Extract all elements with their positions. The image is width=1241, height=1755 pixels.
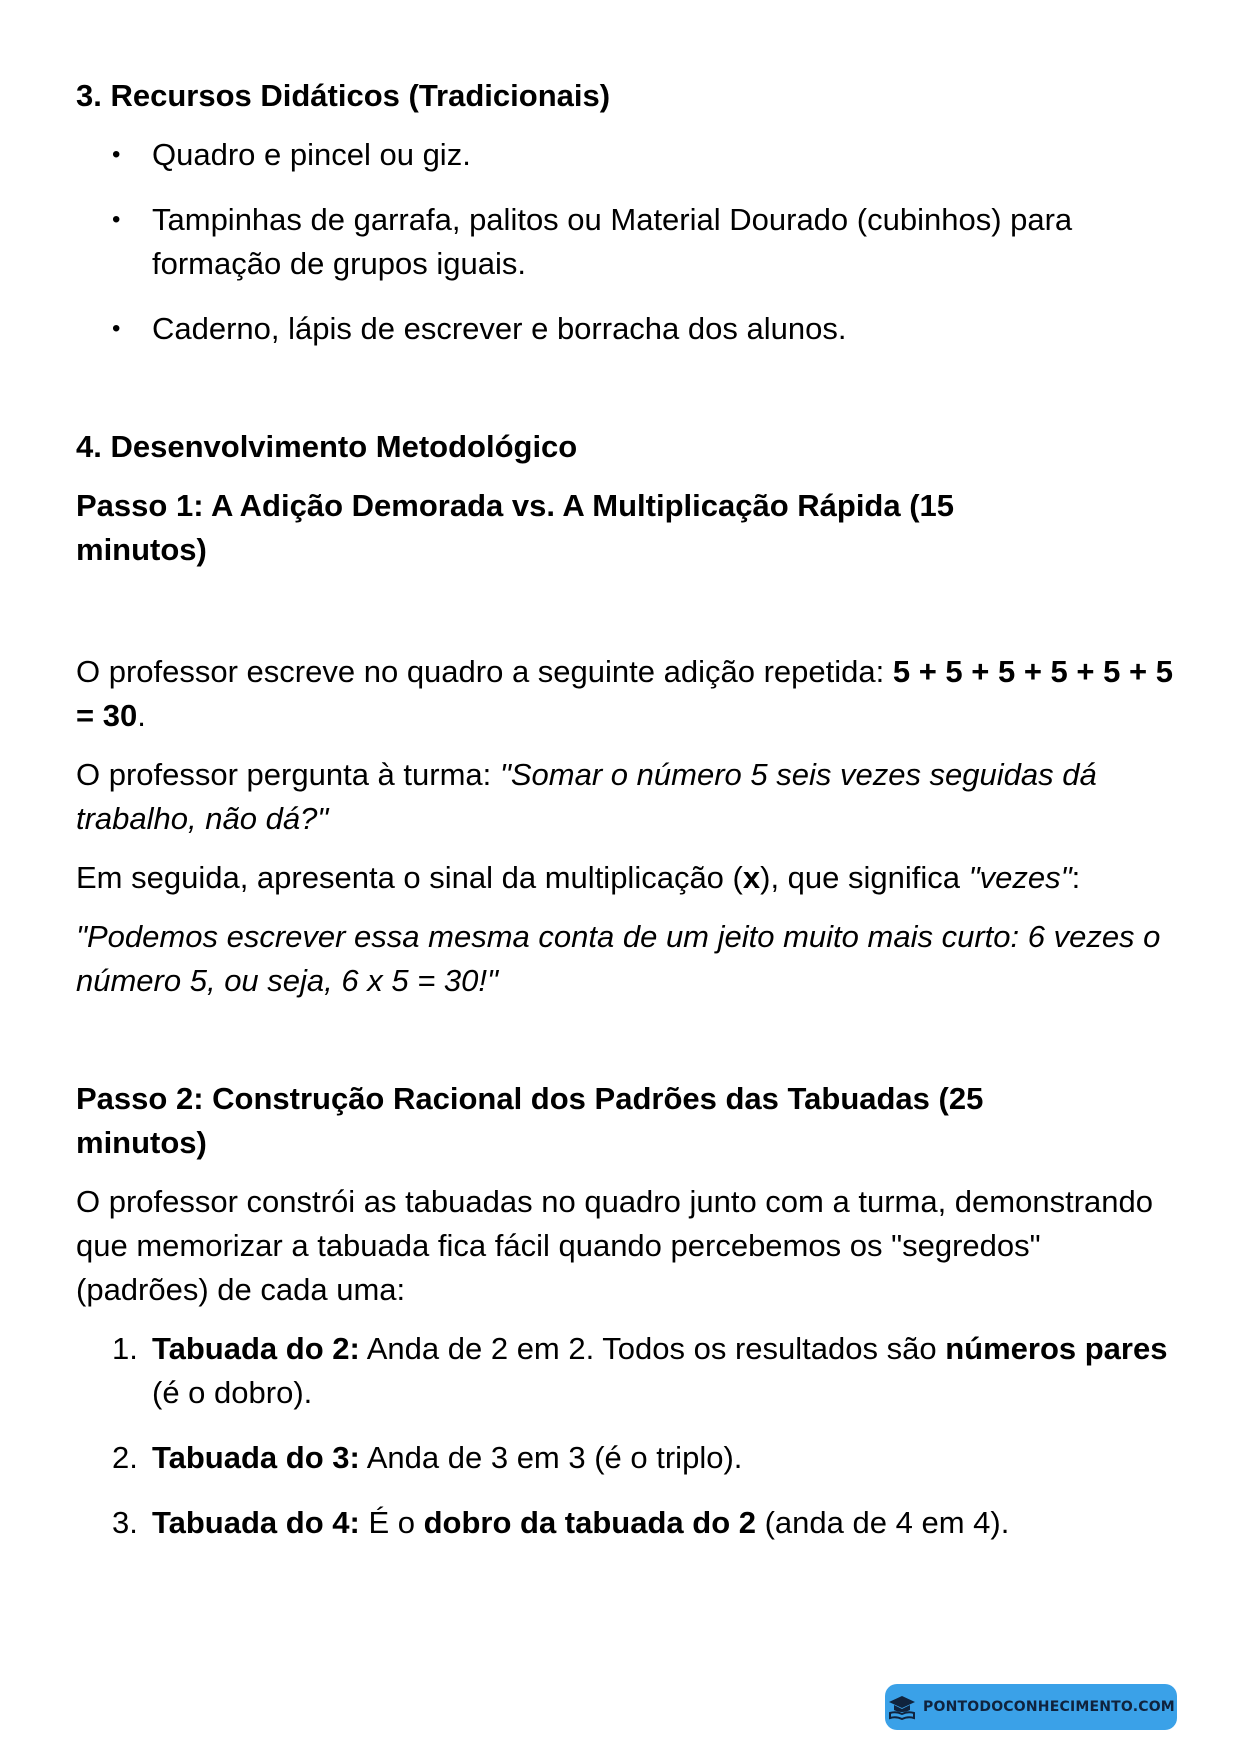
section4-title: 4. Desenvolvimento Metodológico <box>76 429 578 464</box>
step1-paragraph-4: "Podemos escrever essa mesma conta de um jeito muito mais curto: 6 vezes o número 5, ou seja, 6 x 5 = 30!" <box>76 919 1161 998</box>
step2-intro: O professor constrói as tabuadas no quadro junto com a turma, demonstrando que memorizar a tabuada fica fácil quando percebemos os "segredos" (padrões) de cada uma: <box>76 1184 1153 1307</box>
step2-title: Passo 2: Construção Racional dos Padrões das Tabuadas (25 minutos) <box>76 1081 984 1160</box>
step1-paragraph-3: Em seguida, apresenta o sinal da multiplicação (x), que significa "vezes": <box>76 860 1081 895</box>
step1-title: Passo 1: A Adição Demorada vs. A Multiplicação Rápida (15 minutos) <box>76 488 955 567</box>
list-item: • Caderno, lápis de escrever e borracha dos alunos. <box>76 307 1176 351</box>
resources-list <box>76 133 1176 351</box>
list-item: • Quadro e pincel ou giz. <box>76 133 1176 177</box>
bullet-icon: • <box>112 206 121 233</box>
list-item: • Tampinhas de garrafa, palitos ou Material Dourado (cubinhos) para formação de grupos iguais. <box>76 198 1176 286</box>
step1-paragraph-2: O professor pergunta à turma: "Somar o número 5 seis vezes seguidas dá trabalho, não dá?" <box>76 757 1097 836</box>
graduation-book-icon <box>887 1694 917 1720</box>
site-logo[interactable] <box>885 1684 1177 1730</box>
list-item: 3. Tabuada do 4: É o dobro da tabuada do 2 (anda de 4 em 4). <box>112 1505 1010 1540</box>
list-item: 1. Tabuada do 2: Anda de 2 em 2. Todos os resultados são números pares (é o dobro). <box>112 1331 1168 1410</box>
document-content <box>76 74 1176 1545</box>
logo-text: PONTODOCONHECIMENTO.COM <box>923 1699 1175 1715</box>
list-item: 2. Tabuada do 3: Anda de 3 em 3 (é o triplo). <box>112 1440 743 1475</box>
tabuadas-list <box>76 1327 1176 1545</box>
step1-paragraph-1: O professor escreve no quadro a seguinte adição repetida: 5 + 5 + 5 + 5 + 5 + 5 = 30. <box>76 654 1173 733</box>
section3-title: 3. Recursos Didáticos (Tradicionais) <box>76 78 611 113</box>
bullet-icon: • <box>112 315 121 342</box>
bullet-icon: • <box>112 141 121 168</box>
